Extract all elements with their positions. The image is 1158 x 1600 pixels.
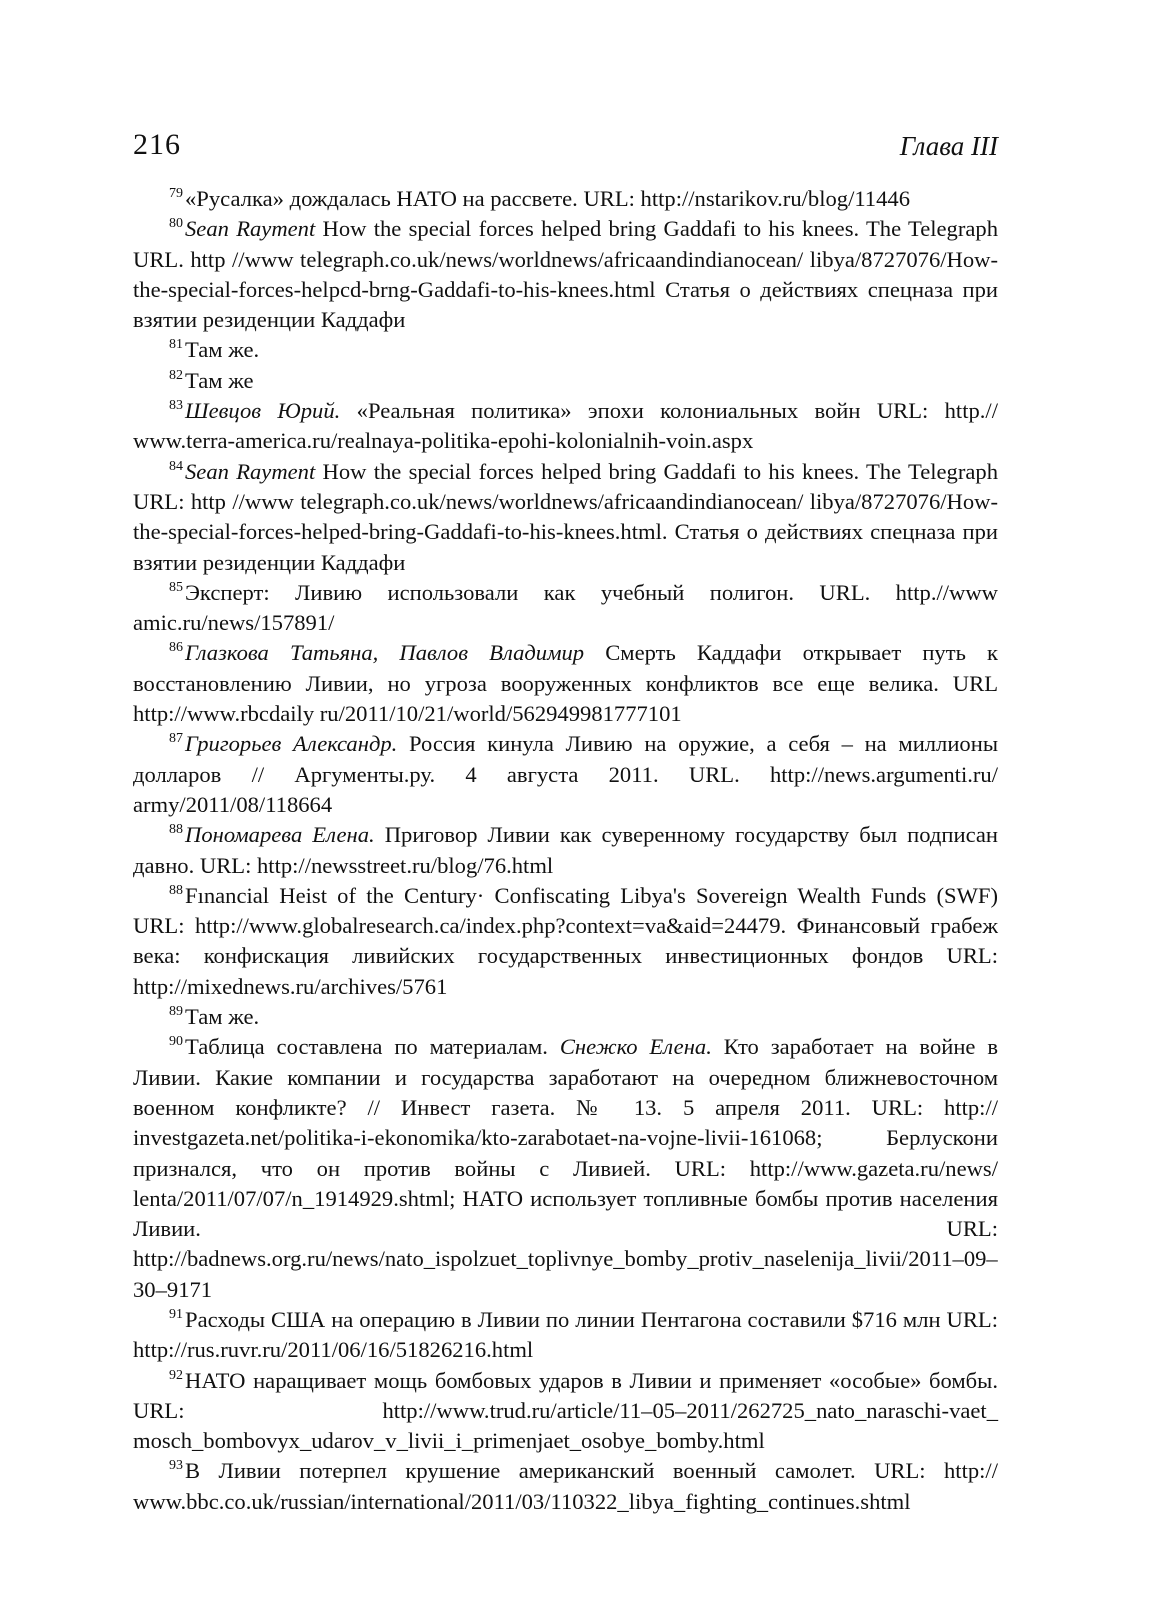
footnote-number: 84 [169,458,183,474]
footnote-author: Шевцов Юрий. [185,398,341,424]
footnote-author: Пономарева Елена. [185,822,375,848]
footnote-89 [133,1002,998,1032]
footnote-81 [133,335,998,365]
footnote-text: Эксперт: Ливию использовали как учебный полигон. URL. http.//www amic.ru/news/157891/ [133,579,998,636]
footnote-author: Снежко Елена. [559,1034,712,1060]
footnote-text: Там же. [185,337,260,363]
footnote-88b [133,881,998,1002]
footnote-number: 83 [169,398,183,414]
footnote-91 [133,1305,998,1366]
footnote-93 [133,1456,998,1517]
footnote-number: 93 [169,1458,183,1474]
footnote-text-continued: Кто заработает на войне в Ливии. Какие компании и государства заработают на очередном ближневосточном военном конфликте? // Инвест газета. № 13. 5 апреля 2011. URL: http:// investgazeta.net/politika-i-ekonomika/kto-zarabotaet-na-vojne-livii-161068; Берлускони признался, что он против войны с Ливией. URL: http://www.gazeta.ru/news/ lenta/2011/07/07/n_1914929.shtml; НАТО использует топливные бомбы против населения Ливии. URL: http://badnews.org.ru/news/nato_ispolzuet_toplivnye_bomby_protiv_naselenija_livii/2011–09–30–9171 [133,1034,999,1302]
footnote-83 [133,396,998,457]
footnote-number: 85 [169,579,183,595]
footnote-text: How the special forces helped bring Gaddafi to his knees. The Telegraph URL: http //www telegraph.co.uk/news/worldnews/africaandindianocean/ libya/8727076/How-the-special-forces-helped-bring-Gaddafi-to-his-knees.html. Статья о действиях спецназа при взятии резиденции Каддафи [133,458,998,575]
chapter-title: Глава III [899,131,998,161]
footnote-92 [133,1366,998,1457]
footnote-author: Sean Rayment [185,216,316,242]
footnote-text: Таблица составлена по материалам. [185,1034,560,1060]
footnote-text: Россия кинула Ливию на оружие, а себя – на миллионы долларов // Аргументы.ру. 4 августа 2011. URL. http://news.argumenti.ru/ army/2011/08/118664 [133,731,998,817]
footnote-number: 91 [169,1306,183,1322]
footnote-84 [133,457,998,578]
footnote-text: Расходы США на операцию в Ливии по линии Пентагона составили $716 млн URL: http://rus.ruvr.ru/2011/06/16/51826216.html [133,1306,998,1363]
footnote-text: «Русалка» дождалась НАТО на рассвете. URL: http://nstarikov.ru/blog/11446 [185,186,910,211]
footnote-text: Смерть Каддафи открывает путь к восстановлению Ливии, но угроза вооруженных конфликтов все еще велика. URL http://www.rbcdaily ru/2011/10/21/world/562949981777101 [133,640,998,727]
footnote-90 [133,1032,998,1305]
footnote-text: Там же [185,367,254,393]
footnote-text: How the special forces helped bring Gaddafi to his knees. The Telegraph URL. http //www telegraph.co.uk/news/worldnews/africaandindianocean/ libya/8727076/How-the-special-forces-helpcd-brng-Gaddafi-to-his-knees.html Статья о действиях спецназа при взятии резиденции Каддафи [133,216,998,333]
footnote-text: Там же. [185,1004,260,1030]
footnote-88a [133,820,998,881]
footnote-text: Приговор Ливии как суверенному государству был подписан давно. URL: http://newsstreet.ru/blog/76.html [133,822,999,878]
footnote-85 [133,578,998,639]
footnote-86 [133,638,998,729]
footnote-number: 92 [169,1367,183,1383]
footnote-text: «Реальная политика» эпохи колониальных войн URL: http.// www.terra-america.ru/realnaya-politika-epohi-kolonialnih-voin.aspx [133,398,998,454]
footnote-text: Fınancial Heist of the Century· Confiscating Libya's Sovereign Wealth Funds (SWF) URL: http://www.globalresearch.ca/index.php?context=va&aid=24479. Финансовый грабеж века: конфискация ливийских государственных инвестиционных фондов URL: http://mixednews.ru/archives/5761 [133,882,998,999]
footnote-number: 79 [169,186,183,201]
footnote-author: Григорьев Александр. [185,731,398,757]
page-number: 216 [133,128,181,161]
footnote-author: Sean Rayment [185,458,316,484]
footnote-number: 89 [169,1004,183,1020]
footnote-79 [133,184,998,214]
footnote-text: НАТО наращивает мощь бомбовых ударов в Ливии и применяет «особые» бомбы. URL: http://www.trud.ru/article/11–05–2011/262725_nato_naraschi-vaet_ mosch_bombovyx_udarov_v_livii_i_primenjaet_osobye_bomby.html [133,1367,998,1454]
footnote-number: 86 [169,640,183,656]
footnote-82 [133,366,998,396]
page-header [133,128,998,168]
footnote-number: 87 [169,731,183,747]
footnotes-list [133,184,998,1517]
footnote-text: В Ливии потерпел крушение американский военный самолет. URL: http:// www.bbc.co.uk/russian/international/2011/03/110322_libya_fighting_continues.shtml [133,1458,998,1514]
footnote-number: 82 [169,367,183,383]
footnote-number: 88 [169,822,183,838]
footnote-author: Глазкова Татьяна, Павлов Владимир [185,640,585,666]
footnote-number: 90 [169,1034,183,1050]
footnote-number: 81 [169,337,183,353]
footnote-number: 88 [169,882,183,898]
footnote-80 [133,214,998,335]
footnote-number: 80 [169,216,183,232]
footnote-87 [133,729,998,820]
